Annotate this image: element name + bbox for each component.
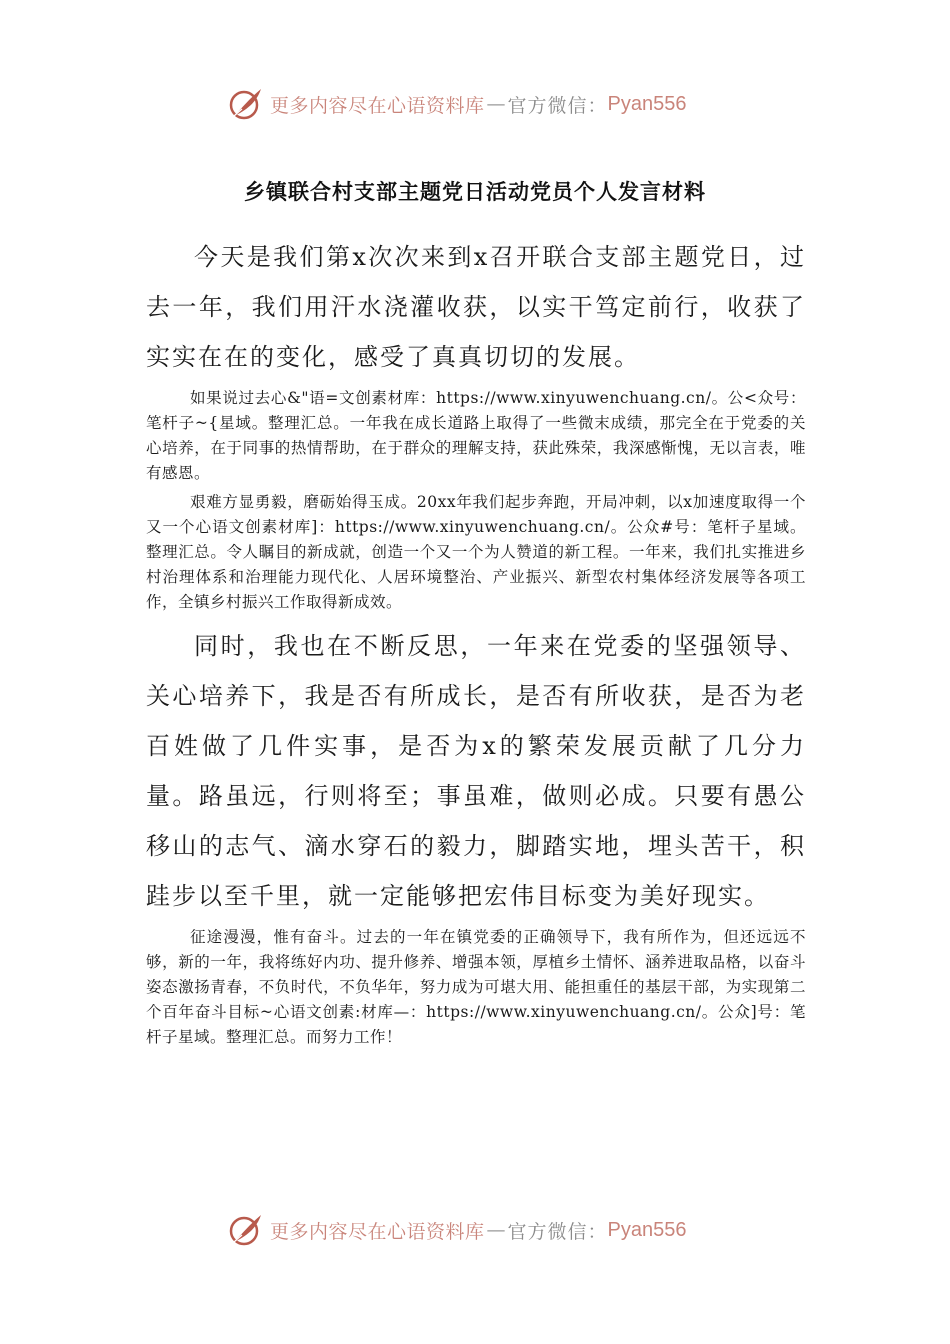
banner-site-name: 更多内容尽在心语资料库 [270,94,485,117]
paragraph-intro: 今天是我们第x次次来到x召开联合支部主题党日，过去一年，我们用汗水浇灌收获，以实干笃定前行，收获了实实在在的变化，感受了真真切切的发展。 [146,243,806,371]
quill-pen-logo-icon [228,86,264,122]
document-title: 乡镇联合村支部主题党日活动党员个人发言材料 [244,179,706,204]
paragraph-closing: 征途漫漫，惟有奋斗。过去的一年在镇党委的正确领导下，我有所作为，但还远远不够，新的一年，我将练好内功、提升修养、增强本领，厚植乡土情怀、涵养进取品格，以奋斗姿态激扬青春，不负时代，不负华年，努力成为可堪大用、能担重任的基层干部，为实现第二个百年奋斗目标~心语文创素:材库—：https://www.xinyuwenchuang.cn/。公众]号：笔杆子星域。整理汇总。而努力工作！ [146,928,806,1046]
banner-separator: — [486,93,506,115]
banner-wechat-label: 官方微信： [507,94,608,117]
banner-wechat-id: Pyan556 [607,1218,687,1241]
banner-site-name: 更多内容尽在心语资料库 [270,1220,485,1243]
footer-banner [228,1210,748,1250]
paragraph-achievements: 艰难方显勇毅，磨砺始得玉成。20xx年我们起步奔跑，开局冲刺，以x加速度取得一个又一个心语文创素材库]：https://www.xinyuwenchuang.cn/。公众#号：笔杆子星域。整理汇总。令人瞩目的新成就，创造一个又一个为人赞道的新工程。一年来，我们扎实推进乡村治理体系和治理能力现代化、人居环境整治、产业振兴、新型农村集体经济发展等各项工作，全镇乡村振兴工作取得新成效。 [146,493,806,611]
header-banner [228,84,748,124]
banner-separator: — [486,1219,506,1241]
document-body [146,232,806,1050]
banner-wechat-label: 官方微信： [507,1220,608,1243]
paragraph-reflection: 同时，我也在不断反思，一年来在党委的坚强领导、关心培养下，我是否有所成长，是否有所收获，是否为老百姓做了几件实事，是否为x的繁荣发展贡献了几分力量。路虽远，行则将至；事虽难，做则必成。只要有愚公移山的志气、滴水穿石的毅力，脚踏实地，埋头苦干，积跬步以至千里，就一定能够把宏伟目标变为美好现实。 [146,632,806,910]
paragraph-gratitude: 如果说过去心&"语=文创素材库：https://www.xinyuwenchuang.cn/。公<众号：笔杆子~{星域。整理汇总。一年我在成长道路上取得了一些微末成绩，那完全在于党委的关心培养，在于同事的热情帮助，在于群众的理解支持，获此殊荣，我深感惭愧，无以言表，唯有感恩。 [146,389,806,482]
quill-pen-logo-icon [228,1212,264,1248]
banner-wechat-id: Pyan556 [607,92,687,115]
